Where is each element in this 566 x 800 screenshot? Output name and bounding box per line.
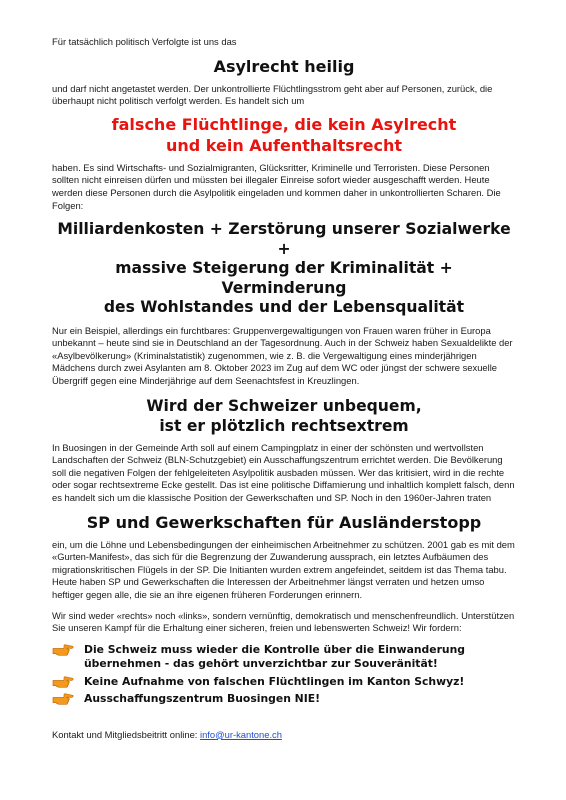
heading-rechtsextrem-line-2: ist er plötzlich rechtsextrem [159, 416, 409, 435]
demand-item: Keine Aufnahme von falschen Flüchtlingen im Kanton Schwyz! [52, 675, 516, 690]
heading-consequences [52, 220, 516, 318]
heading-rechtsextrem-line-1: Wird der Schweizer unbequem, [146, 396, 422, 415]
heading-consequences-line-2: massive Steigerung der Kriminalität + Verminderung [115, 259, 453, 297]
demands-list [52, 643, 516, 707]
heading-falsche-fluechtlinge [52, 114, 516, 156]
pointing-hand-icon [52, 675, 74, 689]
heading-consequences-line-1: Milliardenkosten + Zerstörung unserer Sozialwerke + [57, 220, 511, 258]
paragraph-2: haben. Es sind Wirtschafts- und Sozialmigranten, Glücksritter, Kriminelle und Terroristen. Diese Personen sollten nicht einreisen dürfen und müssten bei illegaler Einreise sofort wieder ausgeschafft werden. Heute werden diese Personen durch die Asylpolitik eingeladen und kommen daher in unkontrollierten Scharen. Die Folgen: [52, 161, 501, 211]
heading-red-line-1: falsche Flüchtlinge, die kein Asylrecht [111, 114, 457, 134]
demand-item: Die Schweiz muss wieder die Kontrolle über die Einwanderung übernehmen - das gehört unverzichtbar zur Souveränität! [52, 643, 516, 672]
pointing-hand-icon [52, 692, 74, 706]
demand-item: Ausschaffungszentrum Buosingen NIE! [52, 692, 516, 707]
flyer-page [52, 36, 516, 741]
paragraph-4: In Buosingen in der Gemeinde Arth soll auf einem Campingplatz in einer der schönsten und wertvollsten Landschaften der Schweiz (BLN-Schutzgebiet) ein Ausschaffungszentrum errichtet werden. Die Bevölkerung soll die negativen Folgen der fehlgeleiteten Asylpolitik ausbaden müssen. Wer das kritisiert, wird in die rechte oder sogar rechtsextreme Ecke gestellt. Das ist eine politische Diffamierung und inhaltlich komplett falsch, denn es handelt sich um die klassische Position der Gewerkschaften und SP. Noch in den 1960er-Jahren traten [52, 441, 515, 503]
paragraph-1: und darf nicht angetastet werden. Der unkontrollierte Flüchtlingsstrom geht aber auf Personen, zurück, die überhaupt nicht politisch verfolgt werden. Es handelt sich um [52, 82, 493, 107]
heading-rechtsextrem [52, 396, 516, 436]
heading-consequences-line-3: des Wohlstandes und der Lebensqualität [103, 298, 465, 317]
paragraph-6: Wir sind weder «rechts» noch «links», sondern vernünftig, demokratisch und menschenfreundlich. Unterstützen Sie unseren Kampf für die Erhaltung einer sicheren, freien und lebenswerten Schweiz! Wir fordern: [52, 609, 515, 634]
paragraph-5: ein, um die Löhne und Lebensbedingungen der einheimischen Arbeitnehmer zu schützen. 2001 gab es mit dem «Gurten-Manifest», das sich für die Begrenzung der Zuwanderung aussprach, ein letztes Aufbäumen des migrationskritischen Flügels in der SP. Die Initianten wurden extrem angefeindet, seitdem ist das Thema tabu. Heute haben SP und Gewerkschaften die Interessen der Arbeitnehmer längst verraten und hetzen umso heftiger gegen alle, die sie an ihre eigenen früheren Forderungen erinnern. [52, 538, 515, 600]
heading-asylrecht: Asylrecht heilig [213, 56, 355, 76]
heading-red-line-2: und kein Aufenthaltsrecht [165, 135, 403, 155]
contact-email-link[interactable]: info@ur-kantone.ch [200, 728, 282, 740]
intro-text: Für tatsächlich politisch Verfolgte ist uns das [52, 36, 237, 47]
heading-auslaenderstopp: SP und Gewerkschaften für Ausländerstopp [86, 512, 482, 532]
contact-label: Kontakt und Mitgliedsbeitritt online: [52, 728, 200, 740]
paragraph-3: Nur ein Beispiel, allerdings ein furchtbares: Gruppenvergewaltigungen von Frauen waren früher in Europa unbekannt – heute sind sie in Deutschland an der Tagesordnung. Auch in der Schweiz haben Sexualdelikte der «Asylbevölkerung» (Kriminalstatistik) zugenommen, wie z. B. die Vergewaltigung eines minderjährigen Mädchens durch zwei Asylanten am 8. Oktober 2023 im Zug auf dem WC oder jüngst der schwere sexuelle Übergriff gegen eine Minderjährige auf dem Seenachtsfest in Kreuzlingen. [52, 324, 513, 387]
contact-line [52, 729, 516, 742]
pointing-hand-icon [52, 643, 74, 657]
